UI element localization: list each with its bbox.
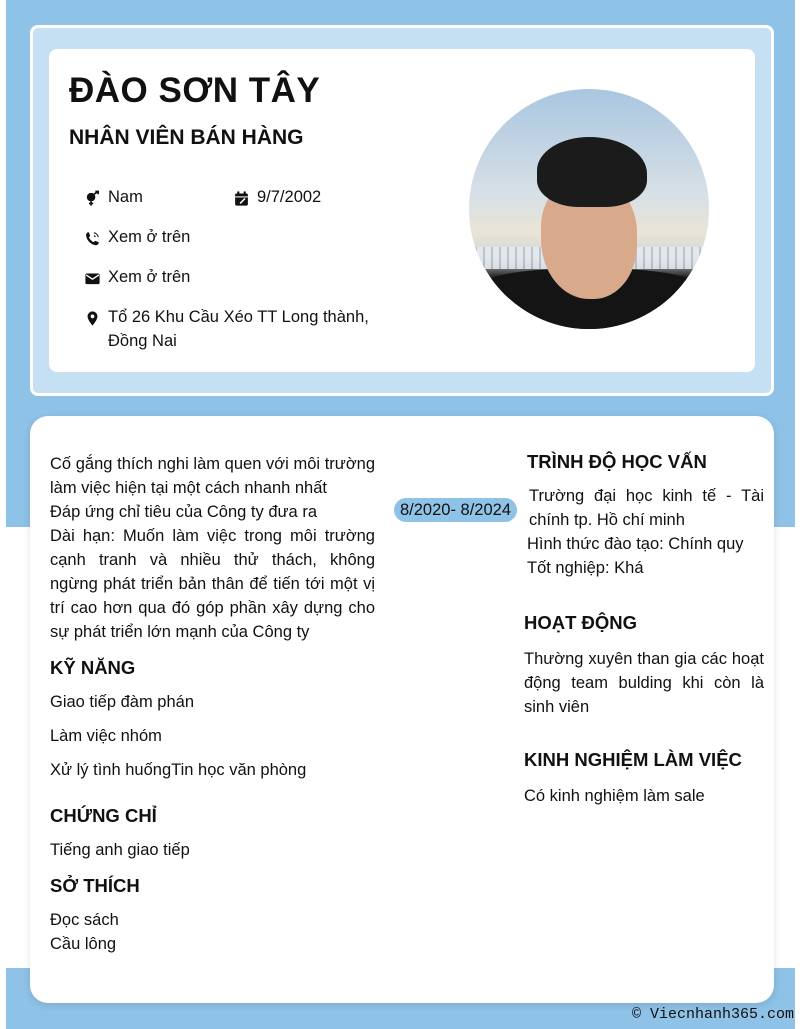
info-birthday	[231, 185, 321, 209]
career-objective	[50, 452, 375, 644]
envelope-icon	[82, 268, 102, 288]
skills-title: KỸ NĂNG	[50, 657, 136, 678]
gender-value: Nam	[108, 188, 143, 206]
certificates-title: CHỨNG CHỈ	[50, 805, 157, 826]
education-grade: Tốt nghiệp: Khá	[527, 559, 644, 577]
education-section	[527, 450, 767, 580]
hobbies-title: SỞ THÍCH	[50, 875, 140, 896]
calendar-icon	[231, 188, 251, 208]
email-value: Xem ở trên	[108, 268, 191, 286]
address-value	[108, 305, 369, 353]
experience-text: Có kinh nghiệm làm sale	[524, 787, 705, 805]
phone-value: Xem ở trên	[108, 228, 191, 246]
hobby-item: Cầu lông	[50, 935, 117, 953]
activities-section	[524, 611, 764, 719]
education-title: TRÌNH ĐỘ HỌC VẤN	[527, 451, 707, 472]
address-line-2: Đồng Nai	[108, 332, 177, 350]
address-line-1: Tổ 26 Khu Cầu Xéo TT Long thành,	[108, 308, 369, 326]
experience-title: KINH NGHIỆM LÀM VIỆC	[524, 749, 742, 770]
skill-item: Xử lý tình huốngTin học văn phòng	[50, 761, 307, 779]
location-pin-icon	[82, 308, 102, 328]
activities-text: Thường xuyên than gia các hoạt động team bulding khi còn là sinh viên	[524, 650, 764, 716]
certificate-item: Tiếng anh giao tiếp	[50, 841, 190, 859]
education-mode: Hình thức đào tạo: Chính quy	[527, 535, 744, 553]
avatar	[469, 89, 709, 329]
objective-line: Dài hạn: Muốn làm việc trong môi trường cạnh tranh và nhiều thử thách, không ngừng phát triển bản thân để tiến tới một vị trí cao hơn qua đó góp phần xây dựng cho sự phát triển lớn mạnh của Công ty	[50, 527, 375, 641]
birthday-value: 9/7/2002	[257, 188, 322, 206]
info-address	[82, 305, 369, 353]
skill-item: Làm việc nhóm	[50, 727, 162, 745]
header-frame	[30, 25, 774, 396]
left-column	[50, 452, 375, 956]
experience-section	[524, 748, 764, 808]
gender-icon	[82, 188, 102, 208]
objective-line: Cố gắng thích nghi làm quen với môi trường làm việc hiện tại một cách nhanh nhất	[50, 455, 375, 497]
info-phone	[82, 225, 190, 249]
candidate-name: ĐÀO SƠN TÂY	[69, 71, 321, 110]
info-gender	[82, 185, 143, 209]
skill-item: Giao tiếp đàm phán	[50, 693, 195, 711]
main-content-card	[30, 416, 774, 1003]
phone-icon	[82, 228, 102, 248]
footer-credit: © Viecnhanh365.com	[631, 1006, 794, 1023]
header-card	[49, 49, 755, 372]
education-school: Trường đại học kinh tế - Tài chính tp. Hồ chí minh	[529, 487, 764, 529]
job-title: NHÂN VIÊN BÁN HÀNG	[69, 126, 304, 149]
activities-title: HOẠT ĐỘNG	[524, 612, 638, 633]
objective-line: Đáp ứng chỉ tiêu của Công ty đưa ra	[50, 503, 317, 521]
education-date-badge: 8/2020- 8/2024	[394, 498, 517, 522]
hobby-item: Đọc sách	[50, 911, 119, 929]
info-email	[82, 265, 190, 289]
